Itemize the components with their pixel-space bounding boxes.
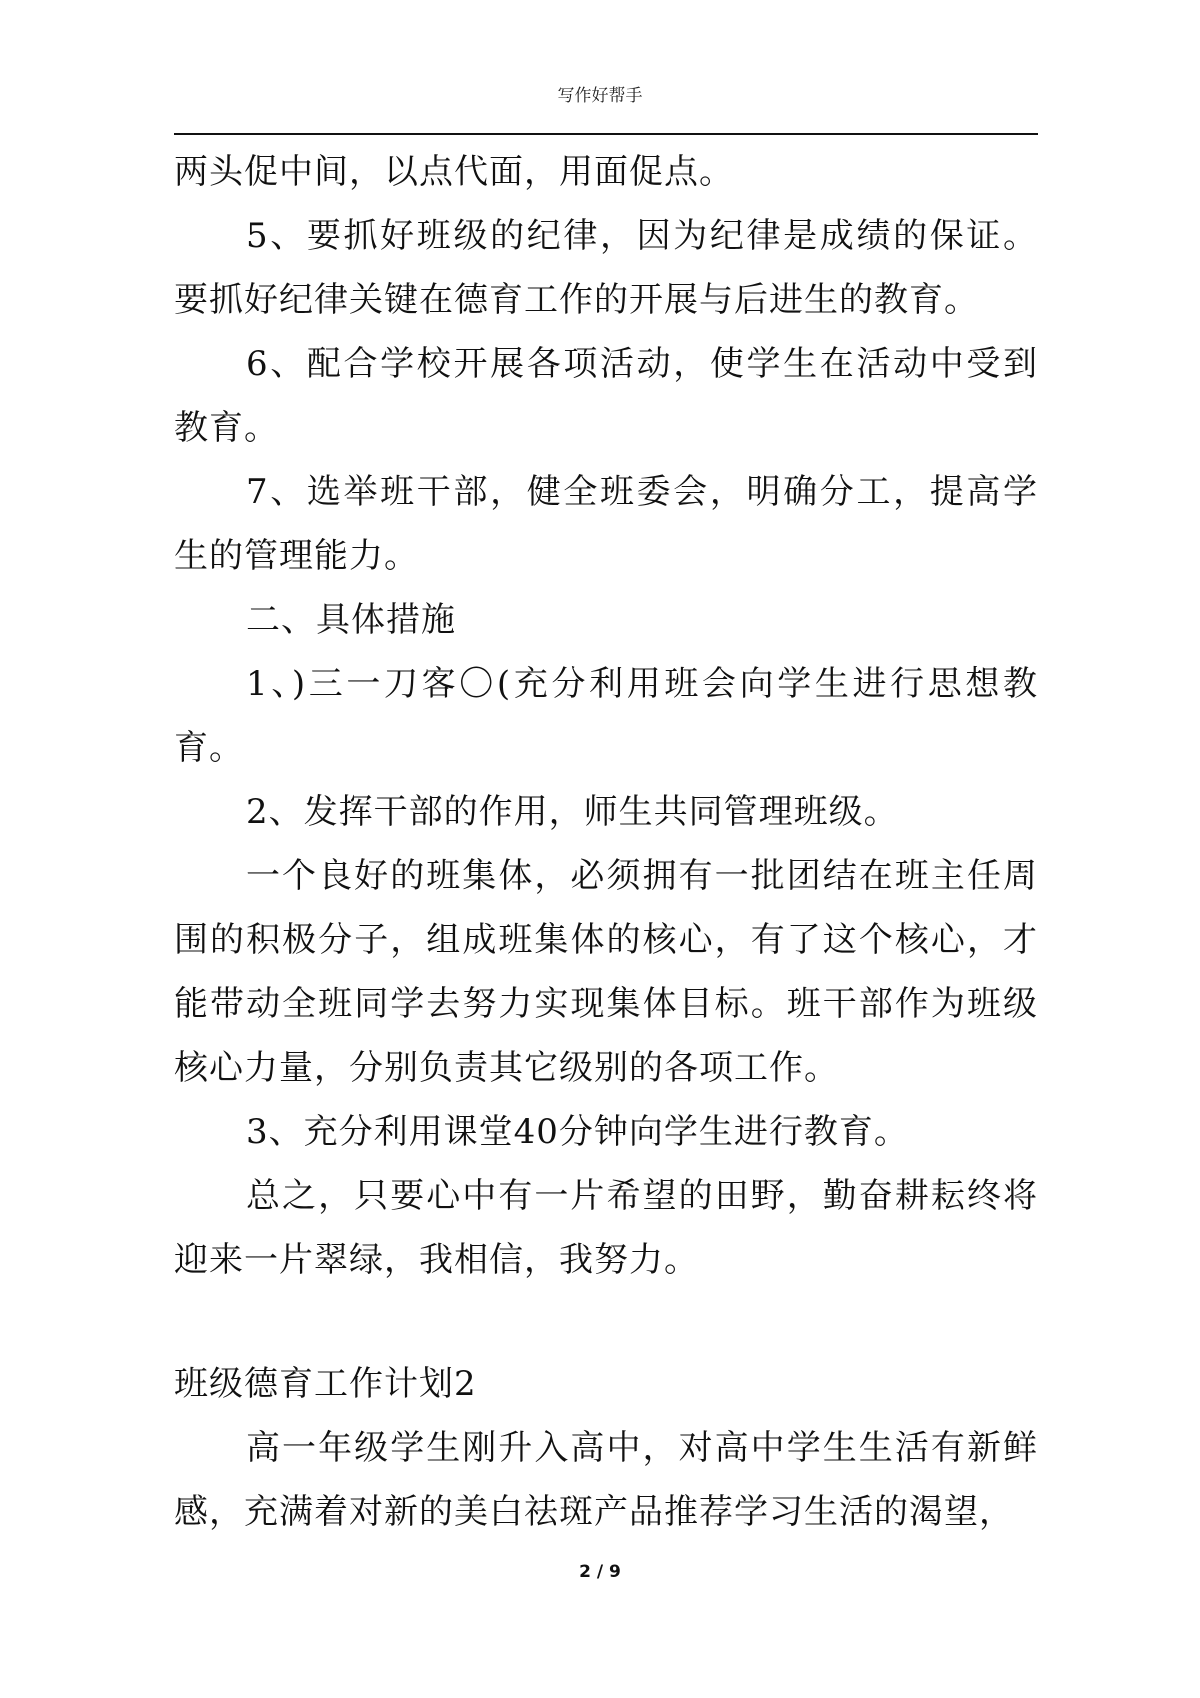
paragraph-measure-3: 3、充分利用课堂40分钟向学生进行教育。: [246, 1112, 909, 1152]
document-body: [174, 140, 1038, 1544]
paragraph-item-5: 5、要抓好班级的纪律，因为纪律是成绩的保证。要抓好纪律关键在德育工作的开展与后进生的教育。: [174, 216, 1038, 320]
paragraph-continuation: 两头促中间，以点代面，用面促点。: [174, 152, 734, 192]
page-header: 写作好帮手: [557, 86, 643, 106]
paragraph-measure-2: 2、发挥干部的作用，师生共同管理班级。: [246, 792, 899, 832]
paragraph-item-6: 6、配合学校开展各项活动，使学生在活动中受到教育。: [174, 344, 1038, 448]
page-number: 2 / 9: [579, 1562, 621, 1582]
section-spacer: [174, 1292, 1038, 1352]
paragraph-conclusion: 总之，只要心中有一片希望的田野，勤奋耕耘终将迎来一片翠绿，我相信，我努力。: [174, 1176, 1038, 1280]
paragraph-class-cadres: 一个良好的班集体，必须拥有一批团结在班主任周围的积极分子，组成班集体的核心，有了这个核心，才能带动全班同学去努力实现集体目标。班干部作为班级核心力量，分别负责其它级别的各项工作。: [174, 856, 1038, 1088]
section-paragraph-intro: 高一年级学生刚升入高中，对高中学生生活有新鲜感，充满着对新的美白祛斑产品推荐学习生活的渴望，: [174, 1428, 1038, 1532]
section-title: 班级德育工作计划2: [174, 1364, 477, 1404]
paragraph-item-7: 7、选举班干部，健全班委会，明确分工，提高学生的管理能力。: [174, 472, 1038, 576]
paragraph-measure-1: 1、)三一刀客〇(充分利用班会向学生进行思想教育。: [174, 664, 1038, 768]
header-divider: [174, 133, 1038, 135]
subheading-specific-measures: 二、具体措施: [246, 600, 456, 640]
